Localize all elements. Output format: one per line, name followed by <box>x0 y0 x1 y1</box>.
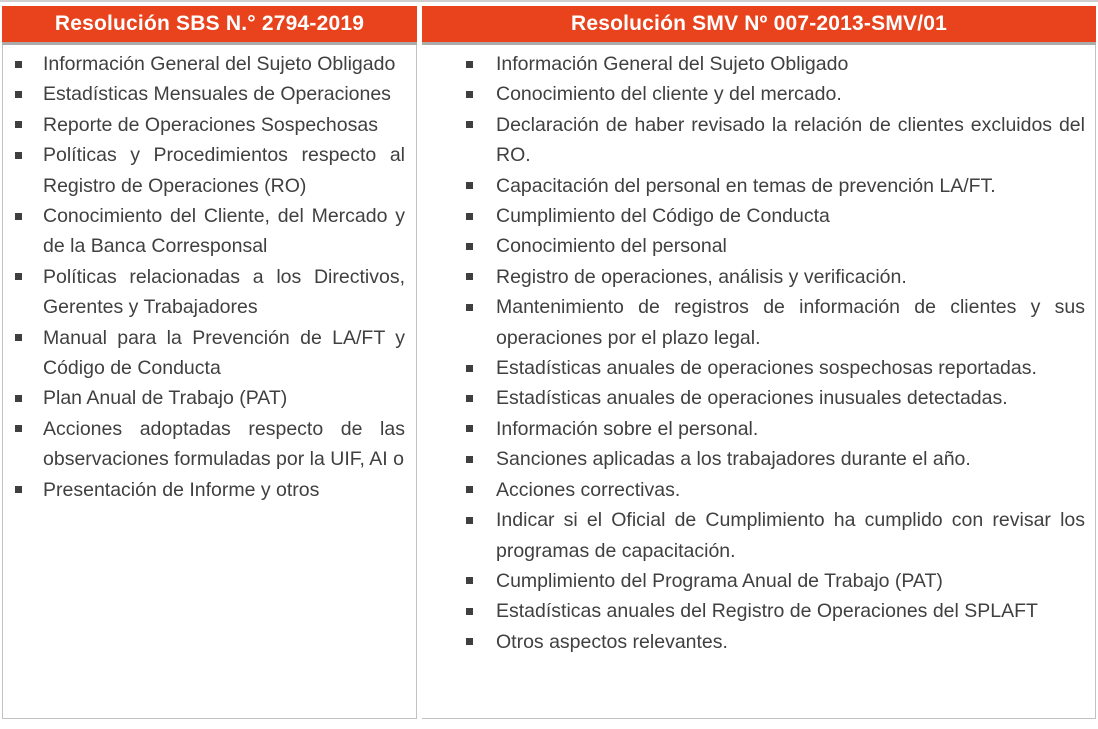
column-header-smv: Resolución SMV Nº 007-2013-SMV/01 <box>422 6 1096 45</box>
list-item <box>464 353 1085 383</box>
bullet-square-icon <box>466 608 473 615</box>
list-item <box>464 505 1085 566</box>
table-top-border <box>0 0 1098 2</box>
list-item <box>464 444 1085 474</box>
list-item <box>13 79 405 109</box>
list-item <box>464 231 1085 261</box>
list-item-text: Declaración de haber revisado la relación de clientes excluidos del RO. <box>496 113 1085 167</box>
list-item-text: Presentación de Informe y otros <box>43 478 320 501</box>
list-item <box>464 201 1085 231</box>
list-item-text: Cumplimiento del Código de Conducta <box>496 205 830 228</box>
list-item <box>464 292 1085 353</box>
list-item-text: Conocimiento del cliente y del mercado. <box>496 83 842 106</box>
list-item <box>464 262 1085 292</box>
bullet-square-icon <box>466 638 473 645</box>
list-item <box>13 475 405 505</box>
list-item-text: Indicar si el Oficial de Cumplimiento ha cumplido con revisar los programas de capacitación. <box>496 509 1085 562</box>
list-item-text: Políticas relacionadas a los Directivos, Gerentes y Trabajadores <box>43 265 405 319</box>
bullet-square-icon <box>466 517 473 524</box>
list-item <box>13 262 405 323</box>
list-item <box>464 383 1085 413</box>
list-item-text: Plan Anual de Trabajo (PAT) <box>43 387 288 410</box>
list-item-text: Sanciones aplicadas a los trabajadores durante el año. <box>496 448 971 471</box>
list-item-text: Acciones correctivas. <box>496 478 681 501</box>
list-item <box>464 110 1085 171</box>
list-item-text: Información sobre el personal. <box>496 417 759 440</box>
bullet-square-icon <box>466 456 473 463</box>
list-item <box>464 79 1085 109</box>
list-item-text: Estadísticas anuales del Registro de Operaciones del SPLAFT <box>496 600 1038 623</box>
list-item-text: Estadísticas anuales de operaciones inusuales detectadas. <box>496 387 1008 410</box>
bullet-square-icon <box>15 486 22 493</box>
comparison-table <box>2 6 1096 719</box>
bullet-square-icon <box>466 577 473 584</box>
list-item <box>464 566 1085 596</box>
bullet-square-icon <box>15 213 22 220</box>
list-item-text: Estadísticas Mensuales de Operaciones <box>43 83 391 106</box>
list-item <box>13 414 405 475</box>
bullet-square-icon <box>466 121 473 128</box>
list-item <box>13 383 405 413</box>
list-item <box>13 49 405 79</box>
bullet-square-icon <box>466 91 473 98</box>
list-item <box>13 110 405 140</box>
list-item-text: Información General del Sujeto Obligado <box>43 53 396 75</box>
list-item-text: Registro de operaciones, análisis y verificación. <box>496 265 907 288</box>
list-item-text: Conocimiento del Cliente, del Mercado y de la Banca Corresponsal <box>43 205 405 258</box>
column-header-sbs: Resolución SBS N.° 2794-2019 <box>2 6 417 45</box>
bullet-square-icon <box>466 486 473 493</box>
bullet-square-icon <box>15 121 22 128</box>
bullet-square-icon <box>466 213 473 220</box>
list-item <box>464 627 1085 657</box>
list-item-text: Políticas y Procedimientos respecto al Registro de Operaciones (RO) <box>43 144 405 197</box>
list-item-text: Reporte de Operaciones Sospechosas <box>43 113 378 136</box>
sbs-items-list <box>2 45 417 719</box>
bullet-square-icon <box>466 243 473 250</box>
smv-items-list <box>422 45 1096 719</box>
list-item <box>13 140 405 201</box>
bullet-square-icon <box>15 273 22 280</box>
bullet-square-icon <box>15 152 22 159</box>
list-item-text: Otros aspectos relevantes. <box>496 630 728 653</box>
list-item-text: Manual para la Prevención de LA/FT y Código de Conducta <box>43 326 405 380</box>
list-item <box>464 49 1085 79</box>
list-item-text: Mantenimiento de registros de información de clientes y sus operaciones por el plazo legal. <box>496 296 1085 349</box>
bullet-square-icon <box>466 304 473 311</box>
list-item <box>464 475 1085 505</box>
bullet-square-icon <box>15 334 22 341</box>
bullet-square-icon <box>466 61 473 68</box>
bullet-square-icon <box>15 61 22 68</box>
bullet-square-icon <box>466 273 473 280</box>
list-item <box>464 171 1085 201</box>
bullet-square-icon <box>15 425 22 432</box>
bullet-square-icon <box>466 365 473 372</box>
list-item-text: Estadísticas anuales de operaciones sospechosas reportadas. <box>496 357 1037 380</box>
bullet-square-icon <box>15 91 22 98</box>
list-item-text: Cumplimiento del Programa Anual de Trabajo (PAT) <box>496 569 943 592</box>
list-item-text: Conocimiento del personal <box>496 235 727 258</box>
list-item <box>13 323 405 384</box>
list-item <box>464 414 1085 444</box>
list-item-text: Información General del Sujeto Obligado <box>496 53 849 75</box>
list-item-text: Acciones adoptadas respecto de las observaciones formuladas por la UIF, AI o <box>43 417 405 471</box>
list-item <box>13 201 405 262</box>
bullet-square-icon <box>15 395 22 402</box>
list-item-text: Capacitación del personal en temas de prevención LA/FT. <box>496 174 996 197</box>
bullet-square-icon <box>466 182 473 189</box>
list-item <box>464 596 1085 626</box>
bullet-square-icon <box>466 395 473 402</box>
bullet-square-icon <box>466 425 473 432</box>
